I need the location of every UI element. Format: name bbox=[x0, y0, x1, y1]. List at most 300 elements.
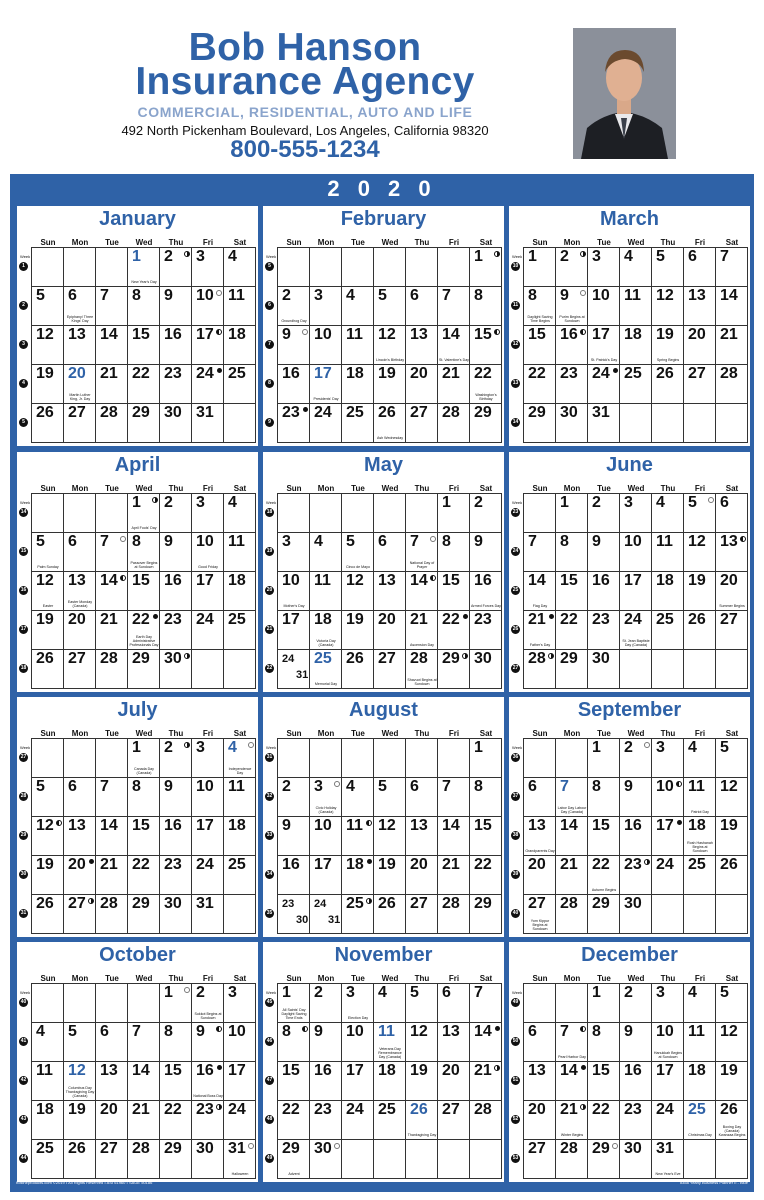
day-number: 4 bbox=[228, 248, 237, 265]
day-number: 24 bbox=[196, 856, 214, 873]
day-number: 13 bbox=[68, 572, 86, 589]
day-header: Sat bbox=[233, 484, 247, 493]
day-cell bbox=[128, 1139, 160, 1178]
moon-phase-icon bbox=[248, 1143, 254, 1149]
day-header: Tue bbox=[351, 974, 365, 983]
day-number: 9 bbox=[164, 533, 173, 550]
holiday-label: Veterans Day Remembrance Day (Canada) bbox=[378, 1047, 402, 1059]
moon-phase-icon bbox=[367, 859, 372, 864]
day-number: 25 bbox=[314, 650, 332, 667]
week-number: 31 bbox=[266, 754, 273, 760]
day-number: 29 bbox=[132, 650, 150, 667]
day-number: 22 bbox=[132, 611, 150, 628]
day-number: 21 bbox=[474, 1062, 492, 1079]
moon-phase-icon bbox=[302, 1026, 308, 1032]
day-number: 3 bbox=[196, 739, 205, 756]
week-number: 5 bbox=[19, 418, 28, 427]
footer-product-code: #358 Yearly Business Planner II - Blue bbox=[679, 1180, 748, 1185]
day-number: 20 bbox=[68, 856, 86, 873]
day-cell bbox=[374, 894, 406, 933]
day-cell bbox=[32, 403, 64, 442]
day-number: 31 bbox=[196, 895, 214, 912]
day-number: 20 bbox=[442, 1062, 460, 1079]
day-cell bbox=[342, 649, 374, 688]
holiday-label: National Day of Prayer bbox=[409, 561, 435, 569]
day-number: 5 bbox=[688, 494, 697, 511]
moon-phase-icon bbox=[612, 1143, 618, 1149]
day-header: Sun bbox=[286, 729, 302, 738]
day-cell bbox=[556, 816, 588, 855]
day-number: 6 bbox=[68, 287, 77, 304]
grid-line bbox=[277, 688, 502, 689]
day-number: 22 bbox=[592, 1101, 610, 1118]
day-header: Sat bbox=[725, 484, 739, 493]
day-header: Sat bbox=[233, 729, 247, 738]
day-cell bbox=[470, 1100, 502, 1139]
week-number: 49 bbox=[266, 1155, 273, 1161]
day-cell bbox=[160, 777, 192, 816]
day-number: 12 bbox=[36, 326, 54, 343]
day-cell bbox=[128, 1100, 160, 1139]
day-number: 3 bbox=[656, 984, 665, 1001]
day-number: 1 bbox=[132, 248, 141, 265]
day-number: 16 bbox=[164, 572, 182, 589]
holiday-label: Father's Day bbox=[529, 643, 551, 647]
day-header: Tue bbox=[351, 484, 365, 493]
day-number: 7 bbox=[474, 984, 483, 1001]
day-cell bbox=[32, 1061, 64, 1100]
day-header: Mon bbox=[71, 974, 89, 983]
day-number: 13 bbox=[528, 1062, 546, 1079]
day-number: 11 bbox=[624, 287, 641, 304]
day-number: 5 bbox=[36, 533, 45, 550]
day-number: 11 bbox=[346, 817, 363, 834]
day-cell bbox=[160, 247, 192, 286]
day-header: Fri bbox=[448, 974, 460, 983]
day-cell bbox=[716, 855, 748, 894]
day-cell bbox=[192, 1022, 224, 1061]
day-number: 25 bbox=[378, 1101, 396, 1118]
day-cell bbox=[684, 777, 716, 816]
day-number: 18 bbox=[228, 572, 246, 589]
day-number: 13 bbox=[410, 326, 428, 343]
day-number: 23 bbox=[164, 856, 182, 873]
day-number: 29 bbox=[442, 650, 460, 667]
day-number: 13 bbox=[688, 287, 706, 304]
day-number: 25 bbox=[36, 1140, 54, 1157]
holiday-label: Pearl Harbor Day bbox=[558, 1055, 586, 1059]
day-cell bbox=[278, 610, 310, 649]
grid-line bbox=[523, 933, 748, 934]
day-cell bbox=[96, 894, 128, 933]
day-number: 19 bbox=[36, 856, 54, 873]
holiday-label: Daylight Saving Time Begins bbox=[527, 315, 553, 323]
day-cell bbox=[96, 1100, 128, 1139]
day-number: 18 bbox=[378, 1062, 396, 1079]
week-number: 48 bbox=[266, 1116, 273, 1122]
week-number: 1 bbox=[19, 262, 28, 271]
day-header: Sat bbox=[725, 974, 739, 983]
moon-phase-icon bbox=[548, 653, 554, 659]
day-cell bbox=[374, 816, 406, 855]
day-number: 23 bbox=[314, 1101, 332, 1118]
day-number: 22 bbox=[474, 365, 492, 382]
month-february bbox=[263, 206, 504, 446]
moon-phase-icon bbox=[366, 820, 372, 826]
day-number: 7 bbox=[560, 778, 569, 795]
day-cell bbox=[192, 493, 224, 532]
day-number: 17 bbox=[592, 326, 610, 343]
day-cell bbox=[32, 816, 64, 855]
holiday-label: Lincoln's Birthday bbox=[375, 358, 405, 362]
day-header: Wed bbox=[381, 974, 399, 983]
moon-phase-icon bbox=[613, 368, 618, 373]
day-cell bbox=[64, 1022, 96, 1061]
grid-line bbox=[31, 688, 256, 689]
week-number: 14 bbox=[20, 509, 27, 515]
week-label: Week bbox=[20, 500, 31, 505]
day-number: 9 bbox=[624, 1023, 633, 1040]
day-cell bbox=[160, 571, 192, 610]
day-number: 6 bbox=[410, 287, 419, 304]
day-cell bbox=[224, 1100, 256, 1139]
month-name: March bbox=[600, 208, 659, 230]
day-header: Fri bbox=[202, 729, 214, 738]
day-header: Mon bbox=[563, 729, 581, 738]
day-cell bbox=[620, 1139, 652, 1178]
day-number: 24 bbox=[346, 1101, 364, 1118]
day-header: Tue bbox=[351, 729, 365, 738]
day-header: Mon bbox=[563, 974, 581, 983]
day-number: 26 bbox=[656, 365, 674, 382]
day-number: 19 bbox=[688, 572, 706, 589]
day-header: Sun bbox=[40, 729, 56, 738]
week-number: 38 bbox=[512, 832, 519, 838]
week-number: 2 bbox=[19, 301, 28, 310]
day-cell bbox=[406, 403, 438, 442]
day-number: 16 bbox=[592, 572, 610, 589]
day-cell bbox=[128, 738, 160, 777]
day-cell bbox=[128, 364, 160, 403]
day-cell bbox=[684, 816, 716, 855]
day-cell bbox=[588, 855, 620, 894]
day-number: 15 bbox=[132, 572, 150, 589]
day-cell bbox=[588, 1139, 620, 1178]
holiday-label: Patriot Day bbox=[691, 810, 709, 814]
day-cell bbox=[224, 571, 256, 610]
month-name: November bbox=[334, 944, 433, 966]
day-cell bbox=[470, 610, 502, 649]
day-header: Wed bbox=[627, 238, 645, 247]
day-number: 30 bbox=[624, 895, 642, 912]
day-cell bbox=[556, 855, 588, 894]
day-cell bbox=[192, 364, 224, 403]
day-header: Fri bbox=[448, 238, 460, 247]
month-october bbox=[17, 942, 258, 1182]
day-cell bbox=[374, 649, 406, 688]
day-number: 12 bbox=[378, 817, 396, 834]
day-header: Fri bbox=[694, 729, 706, 738]
day-number: 6 bbox=[378, 533, 387, 550]
moon-phase-icon bbox=[494, 251, 500, 257]
day-number: 23 bbox=[164, 365, 182, 382]
day-number: 7 bbox=[100, 287, 109, 304]
holiday-label: Passover Begins at Sundown bbox=[130, 561, 158, 569]
day-cell bbox=[224, 247, 256, 286]
day-cell bbox=[556, 571, 588, 610]
day-cell bbox=[438, 610, 470, 649]
moon-phase-icon bbox=[677, 820, 682, 825]
day-cell bbox=[224, 1139, 256, 1178]
day-number: 4 bbox=[228, 739, 237, 756]
moon-phase-icon bbox=[184, 742, 190, 748]
day-cell bbox=[524, 403, 556, 442]
day-number: 5 bbox=[378, 778, 387, 795]
agent-photo bbox=[573, 28, 676, 159]
day-cell bbox=[620, 738, 652, 777]
day-cell bbox=[716, 571, 748, 610]
day-number: 17 bbox=[314, 365, 332, 382]
day-cell bbox=[588, 247, 620, 286]
day-header: Sun bbox=[286, 974, 302, 983]
day-cell bbox=[588, 983, 620, 1022]
moon-phase-icon bbox=[217, 1065, 222, 1070]
day-cell bbox=[684, 247, 716, 286]
day-cell bbox=[470, 493, 502, 532]
day-cell bbox=[310, 649, 342, 688]
day-cell bbox=[96, 1061, 128, 1100]
holiday-label: Grandparents Day bbox=[525, 849, 555, 853]
moon-phase-icon bbox=[580, 1104, 586, 1110]
day-cell bbox=[588, 777, 620, 816]
day-number: 24 bbox=[228, 1101, 246, 1118]
week-label: Week bbox=[20, 254, 31, 259]
day-cell bbox=[652, 738, 684, 777]
day-cell bbox=[278, 286, 310, 325]
day-cell bbox=[224, 855, 256, 894]
holiday-label: Victoria Day (Canada) bbox=[316, 639, 336, 647]
day-number: 25 bbox=[228, 611, 246, 628]
holiday-label: Martin Luther King, Jr. Day bbox=[69, 393, 91, 401]
holiday-label: Thanksgiving Day bbox=[407, 1133, 437, 1137]
day-cell bbox=[620, 493, 652, 532]
day-number: 15 bbox=[474, 817, 492, 834]
week-number: 3 bbox=[19, 340, 28, 349]
day-cell bbox=[128, 649, 160, 688]
day-cell bbox=[438, 855, 470, 894]
day-cell bbox=[32, 1022, 64, 1061]
day-cell bbox=[716, 610, 748, 649]
moon-phase-icon bbox=[581, 1065, 586, 1070]
day-number: 29 bbox=[592, 895, 610, 912]
day-number: 10 bbox=[196, 287, 214, 304]
day-number: 31 bbox=[296, 669, 309, 681]
day-cell bbox=[192, 738, 224, 777]
week-number: 15 bbox=[20, 548, 27, 554]
day-header: Wed bbox=[381, 238, 399, 247]
day-number: 24 bbox=[196, 611, 214, 628]
day-number: 21 bbox=[560, 1101, 578, 1118]
day-cell bbox=[438, 286, 470, 325]
day-cell bbox=[406, 532, 438, 571]
week-number: 43 bbox=[20, 1116, 27, 1122]
day-cell bbox=[96, 403, 128, 442]
day-number: 16 bbox=[196, 1062, 214, 1079]
month-december bbox=[509, 942, 750, 1182]
day-cell bbox=[438, 403, 470, 442]
day-cell bbox=[128, 1061, 160, 1100]
day-number: 8 bbox=[474, 778, 483, 795]
week-number: 27 bbox=[20, 754, 27, 760]
day-number: 22 bbox=[132, 365, 150, 382]
day-cell bbox=[524, 325, 556, 364]
month-name: February bbox=[340, 208, 427, 230]
day-cell bbox=[192, 816, 224, 855]
day-cell bbox=[278, 364, 310, 403]
day-cell bbox=[684, 532, 716, 571]
week-label: Week bbox=[266, 745, 277, 750]
day-cell bbox=[652, 571, 684, 610]
week-number: 7 bbox=[265, 340, 274, 349]
day-number: 20 bbox=[100, 1101, 118, 1118]
day-cell bbox=[406, 1061, 438, 1100]
day-number: 17 bbox=[656, 817, 674, 834]
day-number: 27 bbox=[410, 404, 428, 421]
day-number: 17 bbox=[314, 856, 332, 873]
day-number: 28 bbox=[100, 404, 118, 421]
day-cell bbox=[374, 364, 406, 403]
day-number: 10 bbox=[228, 1023, 246, 1040]
week-number: 35 bbox=[266, 910, 273, 916]
day-number: 4 bbox=[688, 739, 697, 756]
moon-phase-icon bbox=[494, 329, 500, 335]
day-cell bbox=[278, 1100, 310, 1139]
moon-phase-icon bbox=[366, 898, 372, 904]
moon-phase-icon bbox=[580, 1026, 586, 1032]
day-number: 10 bbox=[624, 533, 642, 550]
day-cell bbox=[192, 286, 224, 325]
day-number: 25 bbox=[624, 365, 642, 382]
address: 492 North Pickenham Boulevard, Los Angeles, California 98320 bbox=[121, 123, 489, 138]
day-cell bbox=[310, 855, 342, 894]
day-number: 10 bbox=[196, 533, 214, 550]
day-cell bbox=[620, 1022, 652, 1061]
day-number: 8 bbox=[132, 287, 141, 304]
day-number: 28 bbox=[560, 895, 578, 912]
day-cell bbox=[588, 1022, 620, 1061]
day-cell bbox=[620, 325, 652, 364]
day-cell bbox=[652, 364, 684, 403]
day-number: 2 bbox=[196, 984, 205, 1001]
day-cell bbox=[64, 1139, 96, 1178]
day-cell bbox=[556, 894, 588, 933]
day-number: 19 bbox=[378, 856, 396, 873]
holiday-label: Good Friday bbox=[198, 565, 218, 569]
moon-phase-icon bbox=[494, 1065, 500, 1071]
day-header: Mon bbox=[317, 974, 335, 983]
day-cell bbox=[406, 983, 438, 1022]
week-number: 29 bbox=[20, 832, 27, 838]
day-number: 2 bbox=[164, 248, 173, 265]
grid-line bbox=[277, 933, 502, 934]
day-number: 22 bbox=[442, 611, 460, 628]
day-cell bbox=[64, 571, 96, 610]
day-cell bbox=[524, 649, 556, 688]
day-cell bbox=[524, 855, 556, 894]
day-cell bbox=[310, 403, 342, 442]
day-cell bbox=[438, 894, 470, 933]
day-number: 13 bbox=[378, 572, 396, 589]
day-cell bbox=[470, 247, 502, 286]
week-number: 50 bbox=[512, 1038, 519, 1044]
day-number: 9 bbox=[474, 533, 483, 550]
day-number: 14 bbox=[410, 572, 428, 589]
day-cell bbox=[32, 894, 64, 933]
day-cell bbox=[556, 1139, 588, 1178]
day-cell bbox=[470, 777, 502, 816]
day-header: Sat bbox=[725, 729, 739, 738]
day-number: 8 bbox=[282, 1023, 291, 1040]
grid-line bbox=[277, 1178, 502, 1179]
day-cell bbox=[652, 532, 684, 571]
week-number: 9 bbox=[265, 418, 274, 427]
day-cell bbox=[192, 1061, 224, 1100]
month-name: October bbox=[99, 944, 176, 966]
month-april bbox=[17, 452, 258, 692]
moon-phase-icon bbox=[56, 820, 62, 826]
moon-phase-icon bbox=[580, 290, 586, 296]
day-header: Sun bbox=[286, 484, 302, 493]
day-number: 10 bbox=[282, 572, 300, 589]
day-number: 19 bbox=[410, 1062, 428, 1079]
moon-phase-icon bbox=[184, 653, 190, 659]
grid-line bbox=[523, 1178, 748, 1179]
day-cell bbox=[224, 816, 256, 855]
holiday-label: Labor Day Labour Day (Canada) bbox=[557, 806, 587, 814]
day-number: 29 bbox=[592, 1140, 610, 1157]
week-number: 51 bbox=[512, 1077, 519, 1083]
day-cell bbox=[310, 286, 342, 325]
day-cell bbox=[342, 286, 374, 325]
day-cell bbox=[406, 1022, 438, 1061]
day-number: 28 bbox=[132, 1140, 150, 1157]
day-number: 10 bbox=[592, 287, 610, 304]
moon-phase-icon bbox=[302, 329, 308, 335]
day-cell bbox=[374, 855, 406, 894]
holiday-label: Civic Holiday (Canada) bbox=[315, 806, 337, 814]
day-cell bbox=[160, 532, 192, 571]
day-number: 16 bbox=[164, 817, 182, 834]
holiday-label: April Fools' Day bbox=[131, 526, 157, 530]
day-cell bbox=[128, 571, 160, 610]
holiday-label: Independence Day bbox=[228, 767, 252, 775]
day-cell bbox=[224, 777, 256, 816]
day-number: 27 bbox=[378, 650, 396, 667]
day-cell bbox=[374, 571, 406, 610]
holiday-label: Columbus Day Thanksgiving Day (Canada) bbox=[65, 1086, 95, 1098]
day-header: Tue bbox=[351, 238, 365, 247]
day-cell bbox=[652, 1022, 684, 1061]
day-header: Tue bbox=[597, 484, 611, 493]
day-number: 25 bbox=[228, 365, 246, 382]
day-number: 3 bbox=[656, 739, 665, 756]
day-header: Tue bbox=[597, 238, 611, 247]
week-number: 14 bbox=[512, 419, 519, 425]
day-number: 15 bbox=[592, 817, 610, 834]
day-number: 5 bbox=[68, 1023, 77, 1040]
day-number: 18 bbox=[624, 326, 642, 343]
day-number: 17 bbox=[624, 572, 642, 589]
